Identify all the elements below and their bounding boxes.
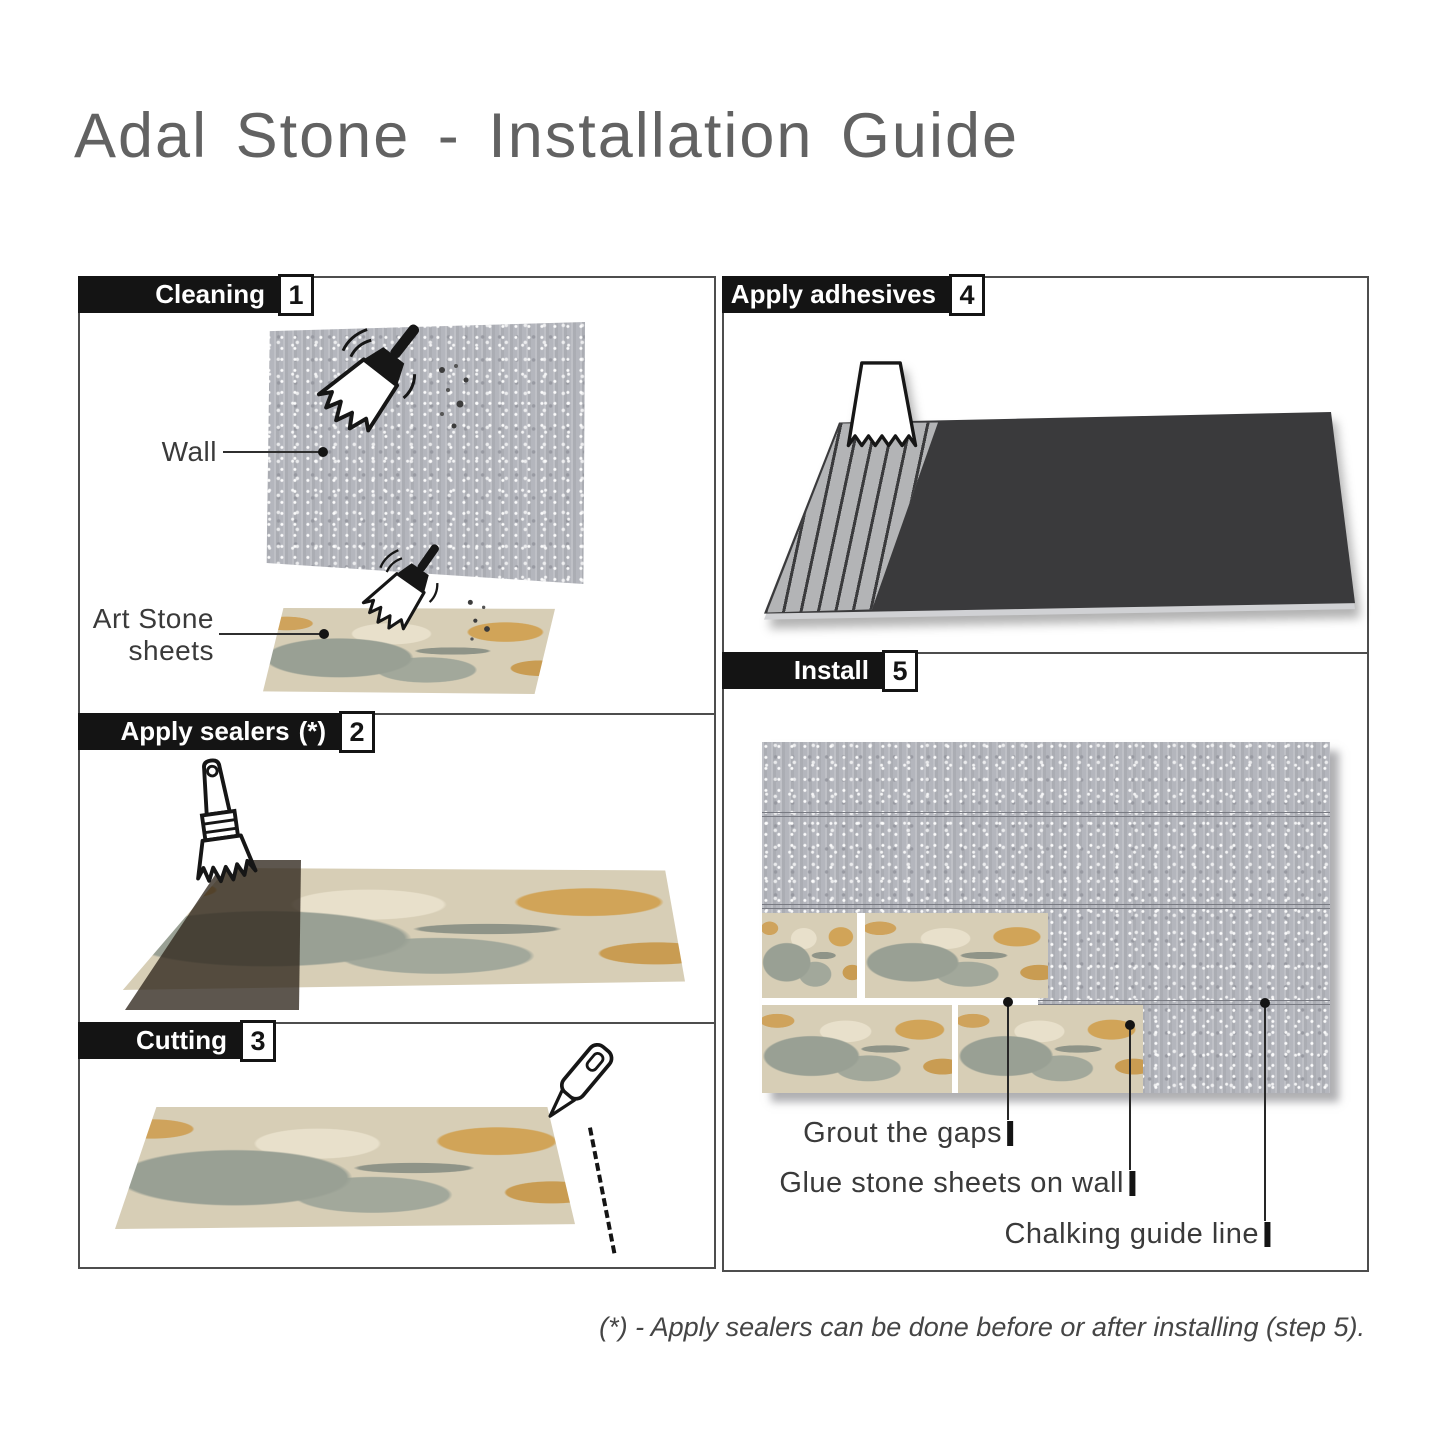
wall-leader-dot bbox=[318, 447, 328, 457]
callout-label-grout: Grout the gaps bbox=[803, 1117, 1013, 1150]
footnote: (*) - Apply sealers can be done before or after installing (step 5). bbox=[599, 1312, 1365, 1342]
panel-apply-sealers-header bbox=[78, 713, 340, 750]
stone-sheet-leader-line bbox=[219, 633, 322, 635]
panel-apply-adhesives-title: Apply adhesives bbox=[730, 279, 936, 309]
panel-apply-adhesives-header bbox=[722, 276, 950, 313]
panel-cutting-header bbox=[78, 1022, 241, 1059]
installed-stone-sheet bbox=[958, 1005, 1143, 1093]
installed-stone-sheet bbox=[865, 913, 1048, 998]
chalk-line bbox=[762, 904, 1330, 905]
panel-cleaning bbox=[78, 276, 716, 717]
panel-apply-sealers-suffix: (*) bbox=[298, 716, 326, 746]
step-number-2: 2 bbox=[339, 711, 375, 753]
paint-brush-icon bbox=[158, 750, 282, 908]
callout-label-chalk: Chalking guide line bbox=[1004, 1218, 1270, 1251]
trowel-icon bbox=[833, 354, 929, 466]
panel-apply-adhesives bbox=[722, 276, 1369, 656]
chalk-line bbox=[762, 816, 1330, 817]
callout-dot-glue bbox=[1125, 1020, 1135, 1030]
callout-line-glue bbox=[1129, 1025, 1131, 1170]
step-number-5: 5 bbox=[882, 650, 918, 692]
panel-cleaning-header bbox=[78, 276, 279, 313]
page-title: Adal Stone - Installation Guide bbox=[74, 101, 1020, 171]
panel-cutting bbox=[78, 1022, 716, 1269]
panel-apply-sealers bbox=[78, 713, 716, 1026]
installed-stone-sheet bbox=[762, 1005, 952, 1093]
grout-gap bbox=[857, 913, 865, 998]
panel-install-title: Install bbox=[793, 655, 869, 685]
chalk-line bbox=[762, 812, 1330, 813]
wall-leader-line bbox=[223, 451, 321, 453]
stone-sheet-leader-dot bbox=[319, 629, 329, 639]
grout-gap bbox=[762, 998, 1038, 1005]
install-wall-illustration bbox=[762, 742, 1330, 1093]
adhesive-sheet-illustration bbox=[755, 412, 1355, 622]
callout-line-grout bbox=[1007, 1002, 1009, 1120]
stone-sheet-label: Art Stone sheets bbox=[92, 603, 214, 666]
panel-cutting-title: Cutting bbox=[136, 1025, 227, 1055]
dust-dots-icon bbox=[462, 594, 502, 664]
installed-stone-sheet bbox=[762, 913, 857, 998]
panel-cleaning-title: Cleaning bbox=[155, 279, 265, 309]
panel-install-header bbox=[722, 652, 883, 689]
cut-dashed-line bbox=[588, 1127, 616, 1253]
callout-line-chalk bbox=[1264, 1003, 1266, 1221]
callout-label-glue: Glue stone sheets on wall bbox=[779, 1167, 1135, 1200]
dust-dots-icon bbox=[432, 362, 480, 442]
callout-dot-grout bbox=[1003, 997, 1013, 1007]
chalk-line bbox=[762, 908, 1330, 909]
step-number-1: 1 bbox=[278, 274, 314, 316]
wall-label: Wall bbox=[161, 436, 217, 467]
stone-sheet-illustration bbox=[115, 1107, 575, 1229]
callout-dot-chalk bbox=[1260, 998, 1270, 1008]
step-number-3: 3 bbox=[240, 1020, 276, 1062]
panel-apply-sealers-title: Apply sealers bbox=[120, 716, 290, 746]
chalk-guide-line bbox=[1035, 1000, 1330, 1001]
step-number-4: 4 bbox=[949, 274, 985, 316]
